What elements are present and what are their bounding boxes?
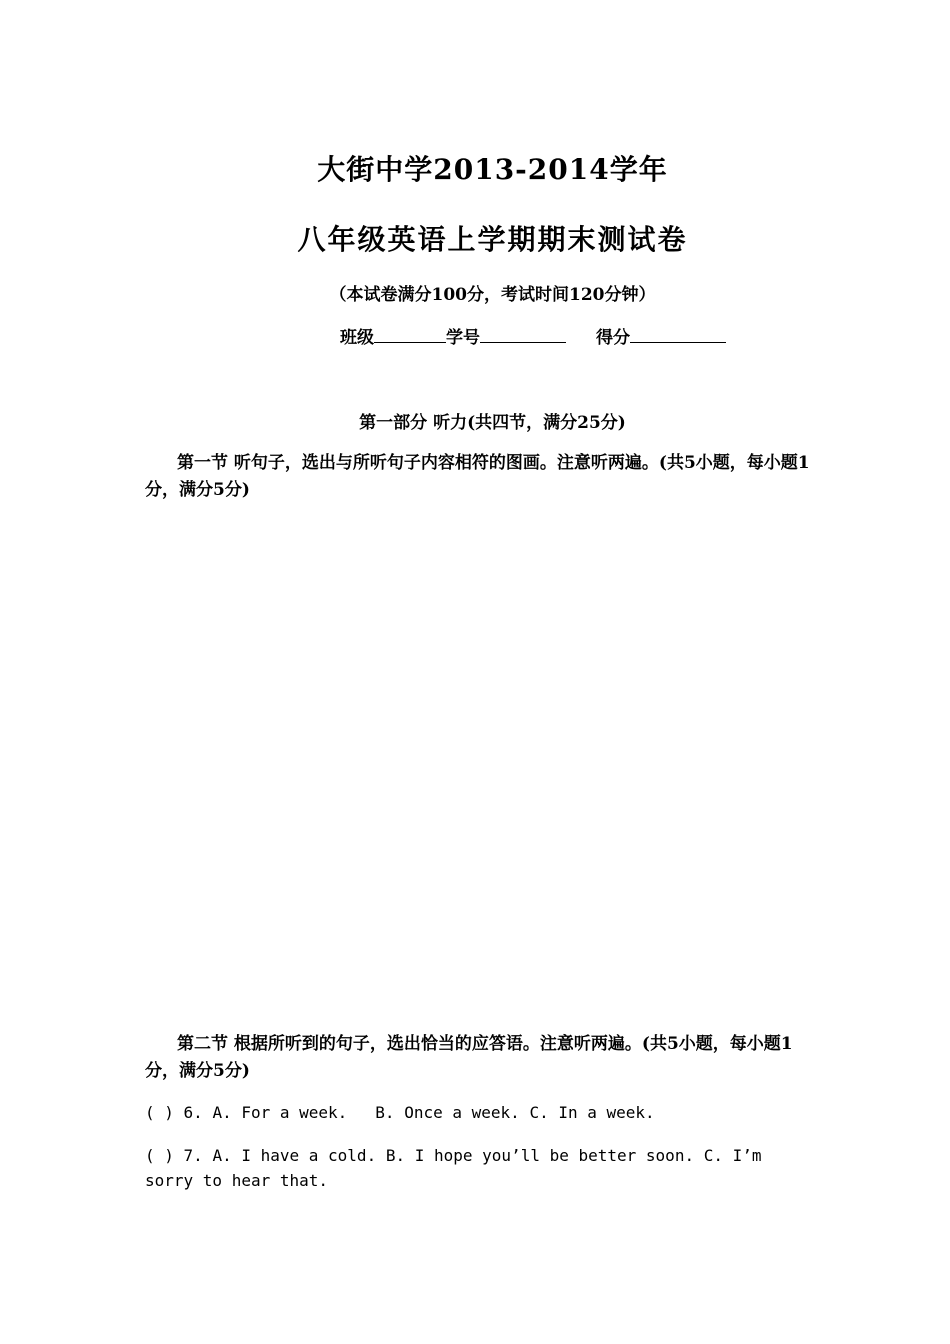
class-label: 班级: [340, 328, 374, 348]
question-7: [145, 1143, 810, 1193]
exam-subtitle: （本试卷满分100分，考试时间120分钟）: [329, 285, 656, 305]
score-blank[interactable]: [630, 324, 726, 343]
section1-instructions: 第一节 听句子，选出与所听句子内容相符的图画。注意听两遍。(共5小题，每小题1分，满分5分): [145, 453, 810, 500]
part1-heading: 第一部分 听力(共四节，满分25分): [359, 413, 626, 433]
student-info-fields: [340, 323, 726, 348]
question-6: [145, 1100, 810, 1125]
student-id-label: 学号: [446, 328, 480, 348]
question-7-prefix: ( ) 7.: [145, 1146, 213, 1165]
student-id-blank[interactable]: [480, 324, 566, 343]
section2-instructions: 第二节 根据所听到的句子，选出恰当的应答语。注意听两遍。(共5小题，每小题1分，满分5分): [145, 1034, 793, 1081]
score-label: 得分: [596, 328, 630, 348]
exam-title-school-year: 大街中学2013-2014学年: [317, 153, 668, 186]
question-6-option-c: C. In a week.: [529, 1103, 655, 1122]
class-blank[interactable]: [374, 324, 446, 343]
question-6-option-b: B. Once a week.: [375, 1103, 520, 1122]
exam-title-subject: 八年级英语上学期期末测试卷: [297, 223, 688, 256]
question-6-option-a: A. For a week.: [212, 1103, 348, 1122]
question-7-options: A. I have a cold. B. I hope you’ll be better soon. C. I’m sorry to hear that.: [145, 1146, 762, 1190]
question-6-prefix: ( ) 6.: [145, 1103, 213, 1122]
